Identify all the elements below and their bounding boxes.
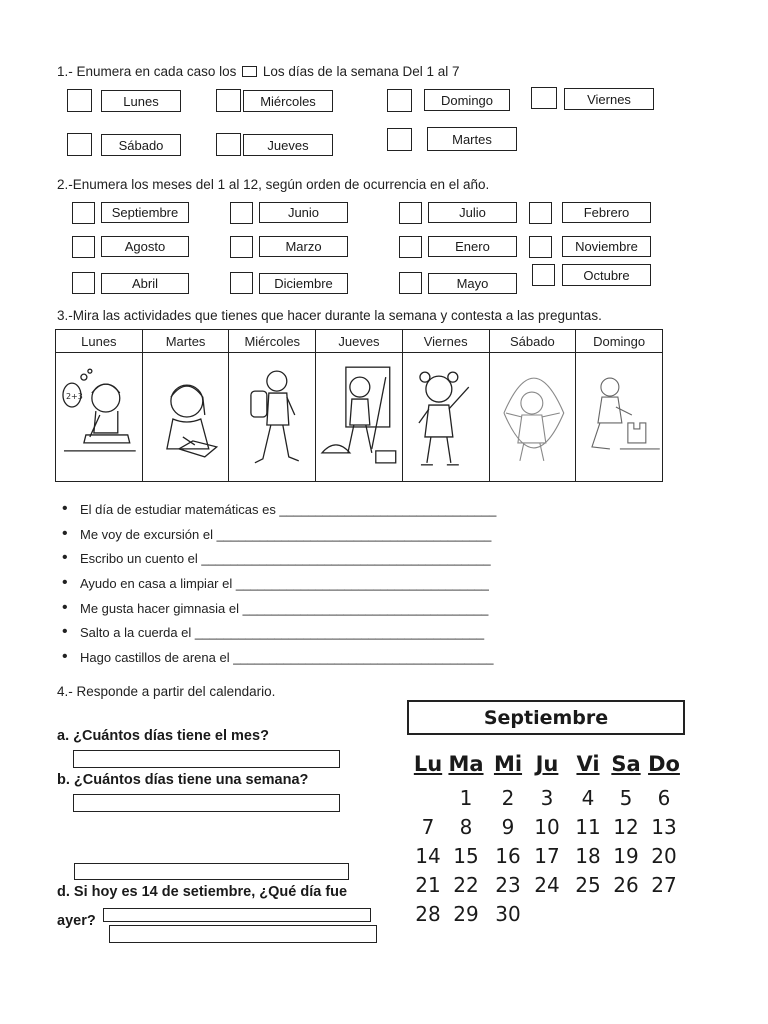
month-label: Septiembre (101, 202, 189, 223)
activity-questions-list (62, 502, 496, 675)
calendar-weekday-header: Ju (535, 752, 559, 776)
activities-table (55, 329, 663, 482)
month-label: Agosto (101, 236, 189, 257)
section2-heading: 2.-Enumera los meses del 1 al 12, según orden de ocurrencia en el año. (57, 177, 490, 192)
day-label: Sábado (101, 134, 181, 156)
calendar-day: 27 (651, 873, 677, 897)
calendar-day: 25 (575, 873, 601, 897)
child-sandcastle-illustration (576, 353, 662, 481)
section1-heading (57, 64, 460, 79)
calendar-day: 29 (453, 902, 479, 926)
column-header-lunes: Lunes (56, 330, 143, 353)
child-studying-math-illustration (56, 353, 142, 481)
month-checkbox[interactable] (72, 236, 95, 258)
calendar-day: 15 (453, 844, 479, 868)
section3-heading: 3.-Mira las actividades que tienes que hacer durante la semana y contesta a las preguntas. (57, 308, 602, 323)
month-checkbox[interactable] (399, 272, 422, 294)
calendar-day: 2 (501, 786, 515, 810)
section1-heading-end: Los días de la semana Del 1 al 7 (262, 64, 460, 79)
calendar-day: 19 (613, 844, 639, 868)
day-label: Lunes (101, 90, 181, 112)
answer-box-d2[interactable] (109, 925, 377, 943)
day-label: Miércoles (243, 90, 333, 112)
calendar-day: 10 (534, 815, 560, 839)
month-checkbox[interactable] (230, 272, 253, 294)
activity-cell-miercoles (229, 353, 316, 482)
day-checkbox-jueves[interactable] (216, 133, 241, 156)
calendar-day: 14 (415, 844, 441, 868)
calendar-day: 21 (415, 873, 441, 897)
svg-text:2+3: 2+3 (65, 392, 83, 402)
month-label: Octubre (562, 264, 651, 286)
column-header-martes: Martes (142, 330, 229, 353)
month-label: Abril (101, 273, 189, 294)
calendar-day: 20 (651, 844, 677, 868)
calendar-day: 22 (453, 873, 479, 897)
month-checkbox[interactable] (72, 272, 95, 294)
month-checkbox[interactable] (399, 236, 422, 258)
calendar-day: 11 (575, 815, 601, 839)
column-header-sabado: Sábado (489, 330, 576, 353)
day-label: Domingo (424, 89, 510, 111)
inline-box-icon (242, 66, 257, 77)
activity-question: • Escribo un cuento el ________________________________________ (62, 551, 496, 576)
calendar-day: 1 (459, 786, 473, 810)
section1-heading-start: 1.- Enumera en cada caso los (57, 64, 237, 79)
activity-cell-lunes (56, 353, 143, 482)
activity-cell-martes (142, 353, 229, 482)
activity-question: • Hago castillos de arena el ____________________________________ (62, 650, 496, 675)
child-writing-story-illustration (143, 353, 229, 481)
answer-box-d1[interactable] (103, 908, 371, 922)
question-b: b. ¿Cuántos días tiene una semana? (57, 772, 309, 788)
month-label: Marzo (259, 236, 348, 257)
day-checkbox-lunes[interactable] (67, 89, 92, 112)
activity-question: • Me gusta hacer gimnasia el __________________________________ (62, 601, 496, 626)
day-checkbox-martes[interactable] (387, 128, 412, 151)
month-label: Mayo (428, 273, 517, 294)
month-checkbox[interactable] (230, 236, 253, 258)
child-hiking-illustration (229, 353, 315, 481)
calendar-day: 13 (651, 815, 677, 839)
activity-question: • El día de estudiar matemáticas es ______________________________ (62, 502, 496, 527)
answer-box-c[interactable] (74, 863, 349, 880)
calendar-weekday-header: Mi (493, 752, 523, 776)
calendar-weekday-header: Lu (413, 752, 443, 776)
column-header-domingo: Domingo (576, 330, 663, 353)
activity-cell-viernes (402, 353, 489, 482)
day-checkbox-sabado[interactable] (67, 133, 92, 156)
calendar-weekday-header: Ma (448, 752, 484, 776)
month-label: Febrero (562, 202, 651, 223)
month-label: Diciembre (259, 273, 348, 294)
calendar-day: 24 (534, 873, 560, 897)
activity-question: • Salto a la cuerda el ________________________________________ (62, 625, 496, 650)
month-checkbox[interactable] (399, 202, 422, 224)
activity-cell-sabado (489, 353, 576, 482)
calendar-weekday-header: Sa (611, 752, 641, 776)
calendar-day: 4 (581, 786, 595, 810)
month-checkbox[interactable] (529, 202, 552, 224)
calendar-day: 7 (421, 815, 435, 839)
month-label: Enero (428, 236, 517, 257)
question-d-line1: d. Si hoy es 14 de setiembre, ¿Qué día fue (57, 884, 348, 900)
month-checkbox[interactable] (230, 202, 253, 224)
calendar-day: 6 (657, 786, 671, 810)
calendar-day: 26 (613, 873, 639, 897)
month-checkbox[interactable] (529, 236, 552, 258)
month-label: Junio (259, 202, 348, 223)
calendar-day: 17 (534, 844, 560, 868)
month-label: Julio (428, 202, 517, 223)
month-checkbox[interactable] (72, 202, 95, 224)
column-header-jueves: Jueves (316, 330, 403, 353)
calendar-month-title: Septiembre (407, 700, 685, 735)
month-label: Noviembre (562, 236, 651, 257)
day-checkbox-miercoles[interactable] (216, 89, 241, 112)
day-label: Viernes (564, 88, 654, 110)
activity-question: • Me voy de excursión el ______________________________________ (62, 527, 496, 552)
child-gymnastics-illustration (403, 353, 489, 481)
day-checkbox-viernes[interactable] (531, 87, 557, 109)
activity-question: • Ayudo en casa a limpiar el ___________________________________ (62, 576, 496, 601)
answer-box-b[interactable] (73, 794, 340, 812)
calendar-day: 16 (495, 844, 521, 868)
child-jumping-rope-illustration (490, 353, 576, 481)
calendar-day: 3 (540, 786, 554, 810)
child-cleaning-illustration (316, 353, 402, 481)
column-header-viernes: Viernes (402, 330, 489, 353)
question-d-line2: ayer? (57, 913, 96, 929)
calendar-day: 23 (495, 873, 521, 897)
activity-cell-jueves (316, 353, 403, 482)
calendar-day: 18 (575, 844, 601, 868)
calendar-weekday-header: Do (648, 752, 680, 776)
question-a: a. ¿Cuántos días tiene el mes? (57, 728, 269, 744)
calendar-day: 30 (495, 902, 521, 926)
calendar-day: 5 (619, 786, 633, 810)
calendar-day: 12 (613, 815, 639, 839)
day-label: Jueves (243, 134, 333, 156)
calendar-day: 9 (501, 815, 515, 839)
calendar-weekday-header: Vi (576, 752, 600, 776)
calendar-day: 8 (459, 815, 473, 839)
day-checkbox-domingo[interactable] (387, 89, 412, 112)
month-checkbox[interactable] (532, 264, 555, 286)
activity-cell-domingo (576, 353, 663, 482)
column-header-miercoles: Miércoles (229, 330, 316, 353)
section4-heading: 4.- Responde a partir del calendario. (57, 684, 276, 699)
answer-box-a[interactable] (73, 750, 340, 768)
calendar-day: 28 (415, 902, 441, 926)
day-label: Martes (427, 127, 517, 151)
